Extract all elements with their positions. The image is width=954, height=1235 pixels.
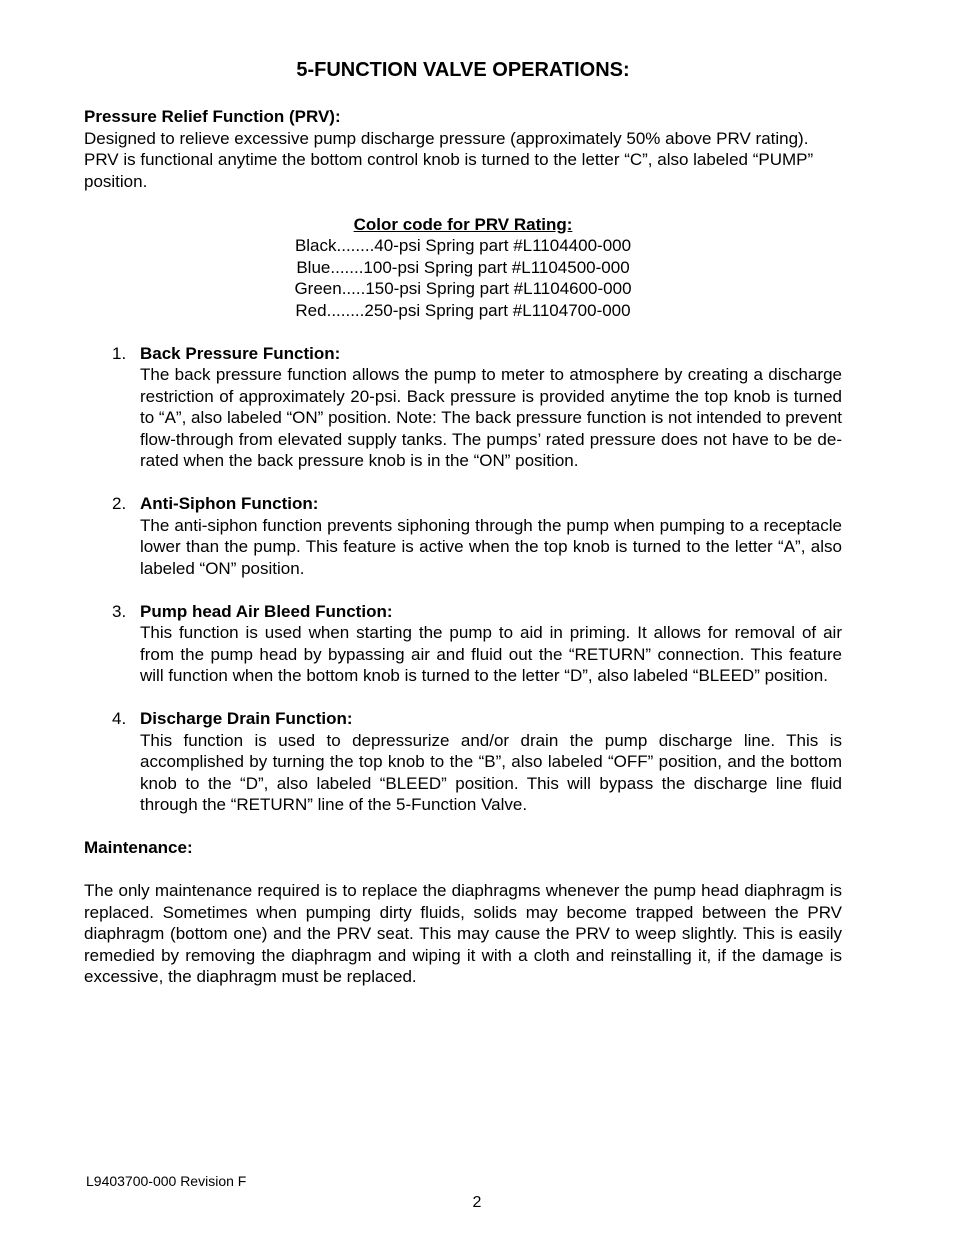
function-body: The anti-siphon function prevents siphoning through the pump when pumping to a receptacle lower than the pump. This feature is active when the top knob is turned to the letter “A”, also labeled “ON” position.: [140, 515, 842, 578]
list-number: 4.: [112, 709, 127, 728]
function-heading: Back Pressure Function:: [140, 343, 341, 363]
list-item: [84, 601, 842, 687]
page-number: 2: [472, 1194, 482, 1211]
list-item: [84, 493, 842, 579]
function-heading: Anti-Siphon Function:: [140, 494, 319, 513]
revision-label: L9403700-000 Revision F: [86, 1173, 247, 1189]
function-heading: Pump head Air Bleed Function:: [140, 601, 393, 621]
maintenance-body: The only maintenance required is to replace the diaphragms whenever the pump head diaphragm is replaced. Sometimes when pumping dirty fluids, solids may become trapped between the PRV diaphragm (bottom one) and the PRV seat. This may cause the PRV to weep slightly. This is easily remedied by removing the diaphragm and wiping it with a cloth and reinstalling it, if the damage is excessive, the diaphragm must be replaced.: [84, 881, 842, 986]
function-list: [84, 343, 842, 816]
list-item: [84, 708, 842, 816]
function-body: The back pressure function allows the pump to meter to atmosphere by creating a discharge restriction of approximately 20-psi. Back pressure is provided anytime the top knob is turned to “A”, also labeled “ON” position. Note: The back pressure function is not intended to prevent flow-through from elevated supply tanks. The pumps’ rated pressure does not have to be de-rated when the back pressure knob is in the “ON” position.: [140, 365, 842, 470]
color-code-block: [84, 214, 842, 322]
page-title: 5-FUNCTION VALVE OPERATIONS:: [296, 59, 630, 81]
function-body: This function is used when starting the pump to aid in priming. It allows for removal of air from the pump head by bypassing air and fluid out the “RETURN” connection. This feature will function when the bottom knob is turned to the letter “D”, also labeled “BLEED” position.: [140, 623, 842, 685]
prv-body: Designed to relieve excessive pump discharge pressure (approximately 50% above PRV rating). PRV is functional anytime the bottom control knob is turned to the letter “C”, also labeled “PUMP” position.: [84, 128, 814, 191]
list-number: 1.: [112, 343, 127, 363]
color-code-item: Black........40-psi Spring part #L1104400-000: [294, 236, 632, 255]
list-number: 2.: [112, 494, 127, 513]
prv-heading: Pressure Relief Function (PRV):: [84, 107, 341, 126]
prv-section: [84, 106, 842, 192]
color-code-item: Red........250-psi Spring part #L1104700-000: [295, 300, 631, 320]
document-page: [84, 58, 842, 988]
color-code-item: Blue.......100-psi Spring part #L1104500-000: [296, 257, 630, 277]
maintenance-heading: Maintenance:: [84, 838, 193, 857]
color-code-item: Green.....150-psi Spring part #L1104600-000: [294, 279, 632, 298]
color-code-heading: Color code for PRV Rating:: [353, 214, 573, 234]
list-item: [84, 343, 842, 472]
list-number: 3.: [112, 601, 127, 621]
function-body: This function is used to depressurize and/or drain the pump discharge line. This is accomplished by turning the top knob to the “B”, also labeled “OFF” position, and the bottom knob to the “D”, also labeled “BLEED” position. This will bypass the discharge line fluid through the “RETURN” line of the 5-Function Valve.: [140, 730, 842, 814]
function-heading: Discharge Drain Function:: [140, 709, 353, 728]
